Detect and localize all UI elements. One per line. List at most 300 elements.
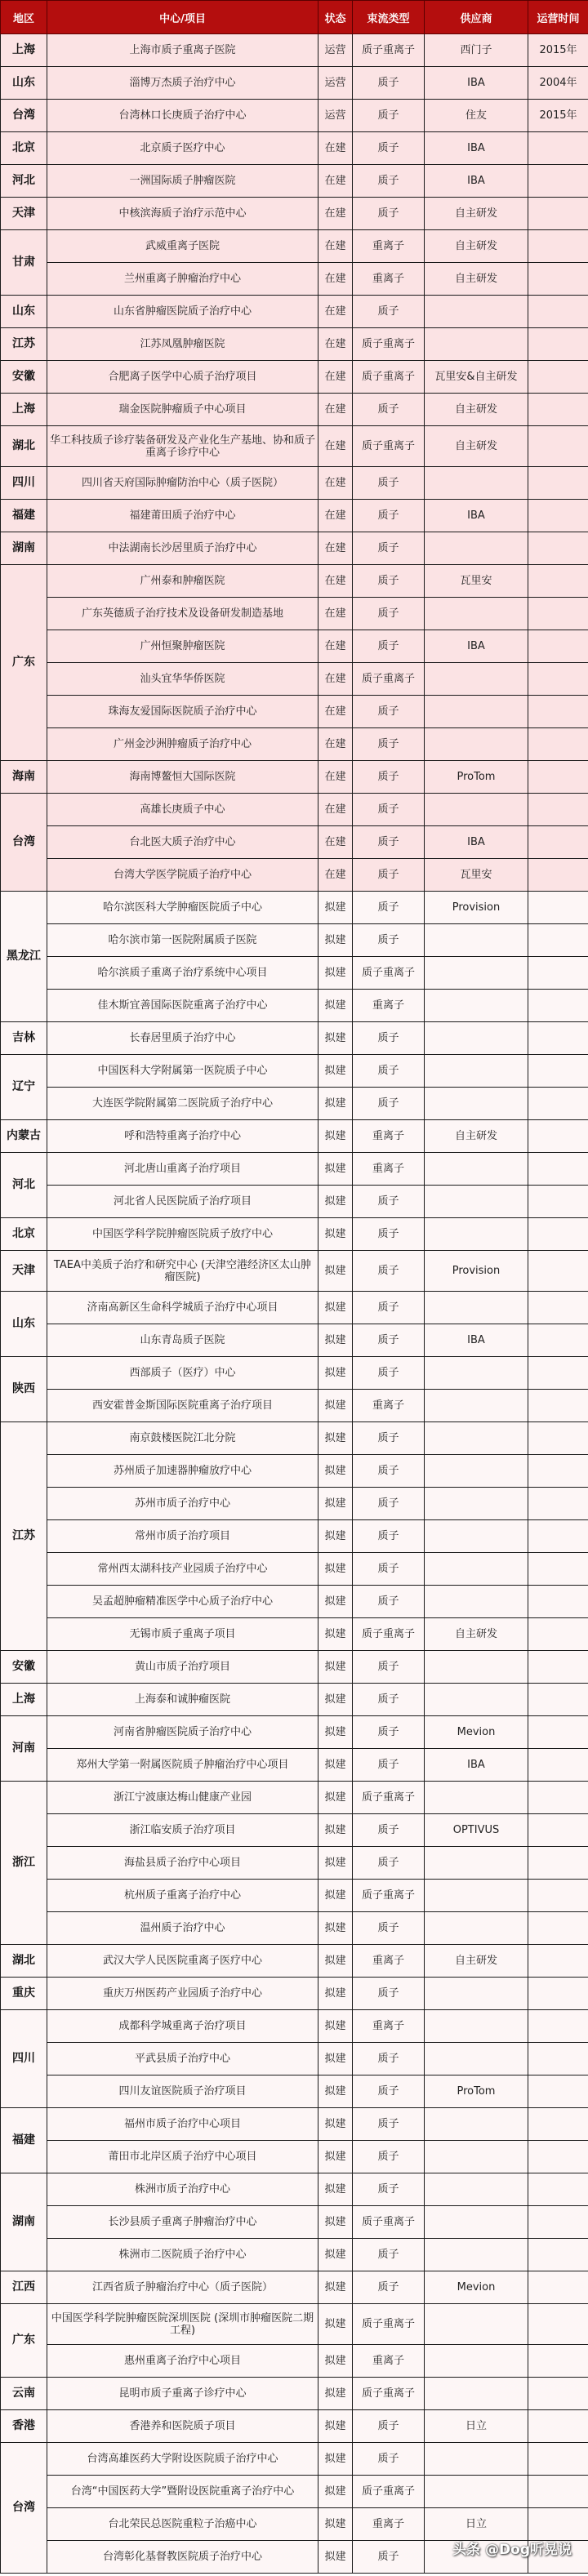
status-cell: 拟建 xyxy=(318,1422,353,1455)
name-cell: 广东英德质子治疗技术及设备研发制造基地 xyxy=(47,598,318,630)
table-row xyxy=(1,2410,588,2443)
status-cell: 拟建 xyxy=(318,1292,353,1324)
beam-type-cell: 质子 xyxy=(353,2075,425,2108)
beam-type-cell: 质子 xyxy=(353,1651,425,1684)
vendor-cell xyxy=(425,2476,528,2508)
name-cell: 苏州质子加速器肿瘤放疗中心 xyxy=(47,1455,318,1488)
operation-year-cell xyxy=(528,1153,588,1186)
operation-year-cell xyxy=(528,165,588,198)
operation-year-cell xyxy=(528,630,588,663)
status-cell: 拟建 xyxy=(318,957,353,990)
operation-year-cell xyxy=(528,2345,588,2378)
operation-year-cell xyxy=(528,1945,588,1978)
status-cell: 在建 xyxy=(318,728,353,761)
table-row xyxy=(1,467,588,500)
operation-year-cell xyxy=(528,230,588,263)
vendor-cell xyxy=(425,328,528,361)
beam-type-cell: 质子 xyxy=(353,2443,425,2476)
operation-year-cell xyxy=(528,924,588,957)
vendor-cell xyxy=(425,1684,528,1716)
table-row xyxy=(1,990,588,1022)
operation-year-cell xyxy=(528,794,588,826)
vendor-cell xyxy=(425,532,528,565)
table-row xyxy=(1,598,588,630)
operation-year-cell xyxy=(528,1292,588,1324)
name-cell: 南京鼓楼医院江北分院 xyxy=(47,1422,318,1455)
operation-year-cell xyxy=(528,2075,588,2108)
name-cell: 大连医学院附属第二医院质子治疗中心 xyxy=(47,1088,318,1120)
beam-type-cell: 重离子 xyxy=(353,2010,425,2043)
status-cell: 运营 xyxy=(318,100,353,132)
beam-type-cell: 质子 xyxy=(353,1749,425,1782)
beam-type-cell: 质子 xyxy=(353,1553,425,1586)
vendor-cell xyxy=(425,1022,528,1055)
beam-type-cell: 质子 xyxy=(353,794,425,826)
beam-type-cell: 质子 xyxy=(353,1218,425,1251)
header-beam: 束流类型 xyxy=(353,1,425,34)
beam-type-cell: 质子 xyxy=(353,2173,425,2206)
beam-type-cell: 质子 xyxy=(353,1488,425,1520)
operation-year-cell xyxy=(528,1814,588,1847)
name-cell: 重庆万州医药产业园质子治疗中心 xyxy=(47,1978,318,2010)
beam-type-cell: 质子 xyxy=(353,2141,425,2173)
header-name: 中心/项目 xyxy=(47,1,318,34)
table-row xyxy=(1,394,588,426)
status-cell: 在建 xyxy=(318,230,353,263)
region-cell: 北京 xyxy=(1,1218,47,1251)
vendor-cell xyxy=(425,1357,528,1390)
region-cell: 福建 xyxy=(1,2108,47,2173)
beam-type-cell: 质子重离子 xyxy=(353,328,425,361)
status-cell: 拟建 xyxy=(318,1912,353,1945)
table-row xyxy=(1,1782,588,1814)
name-cell: 莆田市北岸区质子治疗中心项目 xyxy=(47,2141,318,2173)
table-row xyxy=(1,1880,588,1912)
name-cell: 西部质子（医疗）中心 xyxy=(47,1357,318,1390)
vendor-cell xyxy=(425,957,528,990)
table-row xyxy=(1,67,588,100)
beam-type-cell: 质子 xyxy=(353,1455,425,1488)
name-cell: 哈尔滨医科大学肿瘤医院质子中心 xyxy=(47,892,318,924)
operation-year-cell xyxy=(528,892,588,924)
name-cell: 呼和浩特重离子治疗中心 xyxy=(47,1120,318,1153)
vendor-cell xyxy=(425,2206,528,2239)
name-cell: 北京质子医疗中心 xyxy=(47,132,318,165)
beam-type-cell: 重离子 xyxy=(353,263,425,296)
operation-year-cell xyxy=(528,1324,588,1357)
beam-type-cell: 质子 xyxy=(353,2108,425,2141)
status-cell: 在建 xyxy=(318,328,353,361)
table-row xyxy=(1,1912,588,1945)
table-row xyxy=(1,696,588,728)
status-cell: 拟建 xyxy=(318,924,353,957)
beam-type-cell: 质子重离子 xyxy=(353,2206,425,2239)
vendor-cell xyxy=(425,1586,528,1618)
beam-type-cell: 质子 xyxy=(353,1324,425,1357)
beam-type-cell: 质子 xyxy=(353,826,425,859)
name-cell: 中法湖南长沙居里质子治疗中心 xyxy=(47,532,318,565)
beam-type-cell: 重离子 xyxy=(353,1945,425,1978)
beam-type-cell: 重离子 xyxy=(353,1153,425,1186)
vendor-cell xyxy=(425,1422,528,1455)
table-row xyxy=(1,892,588,924)
beam-type-cell: 重离子 xyxy=(353,1390,425,1422)
beam-type-cell: 质子 xyxy=(353,598,425,630)
name-cell: 台湾高雄医药大学附设医院质子治疗中心 xyxy=(47,2443,318,2476)
beam-type-cell: 质子重离子 xyxy=(353,1880,425,1912)
name-cell: 山东省肿瘤医院质子治疗中心 xyxy=(47,296,318,328)
status-cell: 拟建 xyxy=(318,2304,353,2345)
region-cell: 浙江 xyxy=(1,1782,47,1945)
table-row xyxy=(1,1422,588,1455)
status-cell: 拟建 xyxy=(318,1651,353,1684)
region-cell: 福建 xyxy=(1,500,47,532)
vendor-cell xyxy=(425,728,528,761)
status-cell: 在建 xyxy=(318,198,353,230)
beam-type-cell: 质子 xyxy=(353,132,425,165)
vendor-cell xyxy=(425,1651,528,1684)
beam-type-cell: 质子 xyxy=(353,1357,425,1390)
name-cell: 中国医科大学附属第一医院质子中心 xyxy=(47,1055,318,1088)
vendor-cell xyxy=(425,1088,528,1120)
name-cell: 武威重离子医院 xyxy=(47,230,318,263)
status-cell: 拟建 xyxy=(318,1120,353,1153)
vendor-cell xyxy=(425,924,528,957)
operation-year-cell xyxy=(528,1520,588,1553)
table-row xyxy=(1,1324,588,1357)
vendor-cell xyxy=(425,2173,528,2206)
name-cell: 淄博万杰质子治疗中心 xyxy=(47,67,318,100)
status-cell: 在建 xyxy=(318,361,353,394)
operation-year-cell xyxy=(528,663,588,696)
operation-year-cell xyxy=(528,565,588,598)
table-row xyxy=(1,2476,588,2508)
region-cell: 上海 xyxy=(1,394,47,426)
name-cell: 台湾彰化基督教医院质子治疗中心 xyxy=(47,2541,318,2574)
table-row xyxy=(1,2010,588,2043)
vendor-cell: OPTIVUS xyxy=(425,1814,528,1847)
status-cell: 拟建 xyxy=(318,1186,353,1218)
table-row xyxy=(1,1357,588,1390)
region-cell: 上海 xyxy=(1,1684,47,1716)
beam-type-cell: 质子重离子 xyxy=(353,957,425,990)
table-row xyxy=(1,2239,588,2271)
name-cell: 华工科技质子诊疗装备研发及产业化生产基地、协和质子重离子诊疗中心 xyxy=(47,426,318,467)
beam-type-cell: 重离子 xyxy=(353,2345,425,2378)
name-cell: 中核滨海质子治疗示范中心 xyxy=(47,198,318,230)
status-cell: 拟建 xyxy=(318,2410,353,2443)
name-cell: 上海泰和诚肿瘤医院 xyxy=(47,1684,318,1716)
table-row xyxy=(1,1847,588,1880)
status-cell: 在建 xyxy=(318,500,353,532)
table-row xyxy=(1,1292,588,1324)
name-cell: 无锡市质子重离子项目 xyxy=(47,1618,318,1651)
beam-type-cell: 质子 xyxy=(353,892,425,924)
region-cell: 山东 xyxy=(1,67,47,100)
beam-type-cell: 质子 xyxy=(353,296,425,328)
name-cell: 一洲国际质子肿瘤医院 xyxy=(47,165,318,198)
table-row xyxy=(1,1945,588,1978)
name-cell: 武汉大学人民医院重离子医疗中心 xyxy=(47,1945,318,1978)
operation-year-cell xyxy=(528,696,588,728)
status-cell: 拟建 xyxy=(318,1251,353,1292)
region-cell: 天津 xyxy=(1,1251,47,1292)
vendor-cell: ProTom xyxy=(425,2075,528,2108)
name-cell: 台北医大质子治疗中心 xyxy=(47,826,318,859)
region-cell: 台湾 xyxy=(1,794,47,892)
vendor-cell xyxy=(425,1912,528,1945)
name-cell: 河南省肿瘤医院质子治疗中心 xyxy=(47,1716,318,1749)
beam-type-cell: 重离子 xyxy=(353,1120,425,1153)
operation-year-cell xyxy=(528,263,588,296)
header-region: 地区 xyxy=(1,1,47,34)
region-cell: 安徽 xyxy=(1,361,47,394)
table-row xyxy=(1,2206,588,2239)
beam-type-cell: 质子 xyxy=(353,165,425,198)
status-cell: 拟建 xyxy=(318,1488,353,1520)
vendor-cell: Mevion xyxy=(425,2271,528,2304)
status-cell: 拟建 xyxy=(318,1880,353,1912)
table-row xyxy=(1,1153,588,1186)
operation-year-cell xyxy=(528,1218,588,1251)
vendor-cell: ProTom xyxy=(425,761,528,794)
table-row xyxy=(1,2304,588,2345)
table-row xyxy=(1,565,588,598)
operation-year-cell xyxy=(528,1716,588,1749)
status-cell: 拟建 xyxy=(318,1945,353,1978)
table-row xyxy=(1,1120,588,1153)
name-cell: 浙江宁波康达梅山健康产业园 xyxy=(47,1782,318,1814)
name-cell: 昆明市质子重离子诊疗中心 xyxy=(47,2378,318,2410)
status-cell: 在建 xyxy=(318,532,353,565)
status-cell: 拟建 xyxy=(318,1357,353,1390)
region-cell: 安徽 xyxy=(1,1651,47,1684)
name-cell: 汕头宜华华侨医院 xyxy=(47,663,318,696)
name-cell: 温州质子治疗中心 xyxy=(47,1912,318,1945)
operation-year-cell xyxy=(528,328,588,361)
vendor-cell xyxy=(425,1055,528,1088)
operation-year-cell xyxy=(528,1251,588,1292)
name-cell: 福建莆田质子治疗中心 xyxy=(47,500,318,532)
vendor-cell: 日立 xyxy=(425,2508,528,2541)
beam-type-cell: 质子 xyxy=(353,859,425,892)
beam-type-cell: 质子 xyxy=(353,1055,425,1088)
table-row xyxy=(1,1251,588,1292)
name-cell: 福州市质子治疗中心项目 xyxy=(47,2108,318,2141)
operation-year-cell xyxy=(528,2443,588,2476)
operation-year-cell xyxy=(528,426,588,467)
status-cell: 拟建 xyxy=(318,1978,353,2010)
beam-type-cell: 质子 xyxy=(353,2541,425,2574)
table-row xyxy=(1,198,588,230)
vendor-cell xyxy=(425,794,528,826)
status-cell: 在建 xyxy=(318,565,353,598)
name-cell: 常州西太湖科技产业园质子治疗中心 xyxy=(47,1553,318,1586)
name-cell: 郑州大学第一附属医院质子肿瘤治疗中心项目 xyxy=(47,1749,318,1782)
name-cell: 河北唐山重离子治疗项目 xyxy=(47,1153,318,1186)
table-row xyxy=(1,728,588,761)
operation-year-cell: 2004年 xyxy=(528,67,588,100)
operation-year-cell xyxy=(528,990,588,1022)
name-cell: 哈尔滨市第一医院附属质子医院 xyxy=(47,924,318,957)
table-row xyxy=(1,328,588,361)
table-row xyxy=(1,957,588,990)
vendor-cell xyxy=(425,1390,528,1422)
beam-type-cell: 质子 xyxy=(353,1847,425,1880)
beam-type-cell: 质子 xyxy=(353,100,425,132)
region-cell: 天津 xyxy=(1,198,47,230)
vendor-cell: IBA xyxy=(425,826,528,859)
name-cell: 江西省质子肿瘤治疗中心（质子医院） xyxy=(47,2271,318,2304)
status-cell: 拟建 xyxy=(318,1055,353,1088)
table-row xyxy=(1,2508,588,2541)
vendor-cell xyxy=(425,467,528,500)
name-cell: 中国医学科学院肿瘤医院深圳医院 (深圳市肿瘤医院二期工程) xyxy=(47,2304,318,2345)
vendor-cell: 日立 xyxy=(425,2410,528,2443)
operation-year-cell xyxy=(528,198,588,230)
vendor-cell: IBA xyxy=(425,1749,528,1782)
vendor-cell xyxy=(425,1553,528,1586)
vendor-cell xyxy=(425,2010,528,2043)
vendor-cell xyxy=(425,2443,528,2476)
table-row xyxy=(1,794,588,826)
table-row xyxy=(1,2443,588,2476)
vendor-cell: 自主研发 xyxy=(425,426,528,467)
vendor-cell xyxy=(425,2108,528,2141)
beam-type-cell: 质子重离子 xyxy=(353,663,425,696)
vendor-cell: 西门子 xyxy=(425,34,528,67)
table-row xyxy=(1,1618,588,1651)
status-cell: 拟建 xyxy=(318,1586,353,1618)
status-cell: 拟建 xyxy=(318,2476,353,2508)
table-row xyxy=(1,859,588,892)
beam-type-cell: 质子 xyxy=(353,1422,425,1455)
region-cell: 香港 xyxy=(1,2410,47,2443)
name-cell: 上海市质子重离子医院 xyxy=(47,34,318,67)
name-cell: 兰州重离子肿瘤治疗中心 xyxy=(47,263,318,296)
region-cell: 广东 xyxy=(1,565,47,761)
status-cell: 拟建 xyxy=(318,892,353,924)
operation-year-cell xyxy=(528,1488,588,1520)
operation-year-cell xyxy=(528,2304,588,2345)
table-row xyxy=(1,1586,588,1618)
table-row xyxy=(1,2108,588,2141)
table-row xyxy=(1,500,588,532)
table-row xyxy=(1,1390,588,1422)
region-cell: 河北 xyxy=(1,1153,47,1218)
status-cell: 运营 xyxy=(318,67,353,100)
status-cell: 拟建 xyxy=(318,1716,353,1749)
beam-type-cell: 质子 xyxy=(353,1520,425,1553)
status-cell: 拟建 xyxy=(318,1520,353,1553)
name-cell: 株洲市质子治疗中心 xyxy=(47,2173,318,2206)
operation-year-cell xyxy=(528,1055,588,1088)
region-cell: 台湾 xyxy=(1,2443,47,2574)
operation-year-cell xyxy=(528,1120,588,1153)
region-cell: 广东 xyxy=(1,2304,47,2378)
name-cell: 四川省天府国际肿瘤防治中心（质子医院） xyxy=(47,467,318,500)
region-cell: 海南 xyxy=(1,761,47,794)
vendor-cell xyxy=(425,2043,528,2075)
table-row xyxy=(1,1088,588,1120)
operation-year-cell xyxy=(528,296,588,328)
name-cell: 广州金沙洲肿瘤质子治疗中心 xyxy=(47,728,318,761)
beam-type-cell: 质子 xyxy=(353,924,425,957)
table-row xyxy=(1,2345,588,2378)
vendor-cell xyxy=(425,1520,528,1553)
operation-year-cell xyxy=(528,2173,588,2206)
status-cell: 拟建 xyxy=(318,1749,353,1782)
table-row xyxy=(1,2043,588,2075)
operation-year-cell xyxy=(528,2141,588,2173)
operation-year-cell xyxy=(528,1978,588,2010)
operation-year-cell xyxy=(528,2206,588,2239)
status-cell: 拟建 xyxy=(318,2010,353,2043)
name-cell: 中国医学科学院肿瘤医院质子放疗中心 xyxy=(47,1218,318,1251)
vendor-cell: Provision xyxy=(425,892,528,924)
operation-year-cell xyxy=(528,1022,588,1055)
beam-type-cell: 质子 xyxy=(353,2043,425,2075)
region-cell: 江西 xyxy=(1,2271,47,2304)
vendor-cell xyxy=(425,598,528,630)
name-cell: 高雄长庚质子中心 xyxy=(47,794,318,826)
status-cell: 在建 xyxy=(318,794,353,826)
beam-type-cell: 质子重离子 xyxy=(353,2476,425,2508)
vendor-cell: 瓦里安 xyxy=(425,565,528,598)
operation-year-cell xyxy=(528,132,588,165)
beam-type-cell: 质子 xyxy=(353,1186,425,1218)
region-cell: 江苏 xyxy=(1,328,47,361)
vendor-cell: 自主研发 xyxy=(425,263,528,296)
vendor-cell xyxy=(425,1847,528,1880)
status-cell: 拟建 xyxy=(318,1782,353,1814)
region-cell: 黑龙江 xyxy=(1,892,47,1022)
vendor-cell: IBA xyxy=(425,165,528,198)
region-cell: 上海 xyxy=(1,34,47,67)
beam-type-cell: 质子 xyxy=(353,1292,425,1324)
table-row xyxy=(1,924,588,957)
vendor-cell: IBA xyxy=(425,500,528,532)
name-cell: 哈尔滨质子重离子治疗系统中心项目 xyxy=(47,957,318,990)
operation-year-cell xyxy=(528,1390,588,1422)
table-header-row xyxy=(1,1,588,34)
status-cell: 拟建 xyxy=(318,2239,353,2271)
beam-type-cell: 质子 xyxy=(353,1088,425,1120)
name-cell: 佳木斯宜善国际医院重离子治疗中心 xyxy=(47,990,318,1022)
status-cell: 在建 xyxy=(318,165,353,198)
vendor-cell: 瓦里安&自主研发 xyxy=(425,361,528,394)
operation-year-cell xyxy=(528,2476,588,2508)
operation-year-cell xyxy=(528,2010,588,2043)
name-cell: 台湾大学医学院质子治疗中心 xyxy=(47,859,318,892)
name-cell: 浙江临安质子治疗项目 xyxy=(47,1814,318,1847)
status-cell: 在建 xyxy=(318,826,353,859)
status-cell: 拟建 xyxy=(318,1618,353,1651)
table-row xyxy=(1,1684,588,1716)
region-cell: 内蒙古 xyxy=(1,1120,47,1153)
vendor-cell: IBA xyxy=(425,67,528,100)
operation-year-cell xyxy=(528,2043,588,2075)
status-cell: 拟建 xyxy=(318,1088,353,1120)
vendor-cell xyxy=(425,1782,528,1814)
status-cell: 拟建 xyxy=(318,1814,353,1847)
operation-year-cell xyxy=(528,2271,588,2304)
status-cell: 拟建 xyxy=(318,1218,353,1251)
table-row xyxy=(1,2141,588,2173)
operation-year-cell xyxy=(528,1684,588,1716)
table-row xyxy=(1,761,588,794)
status-cell: 拟建 xyxy=(318,2345,353,2378)
